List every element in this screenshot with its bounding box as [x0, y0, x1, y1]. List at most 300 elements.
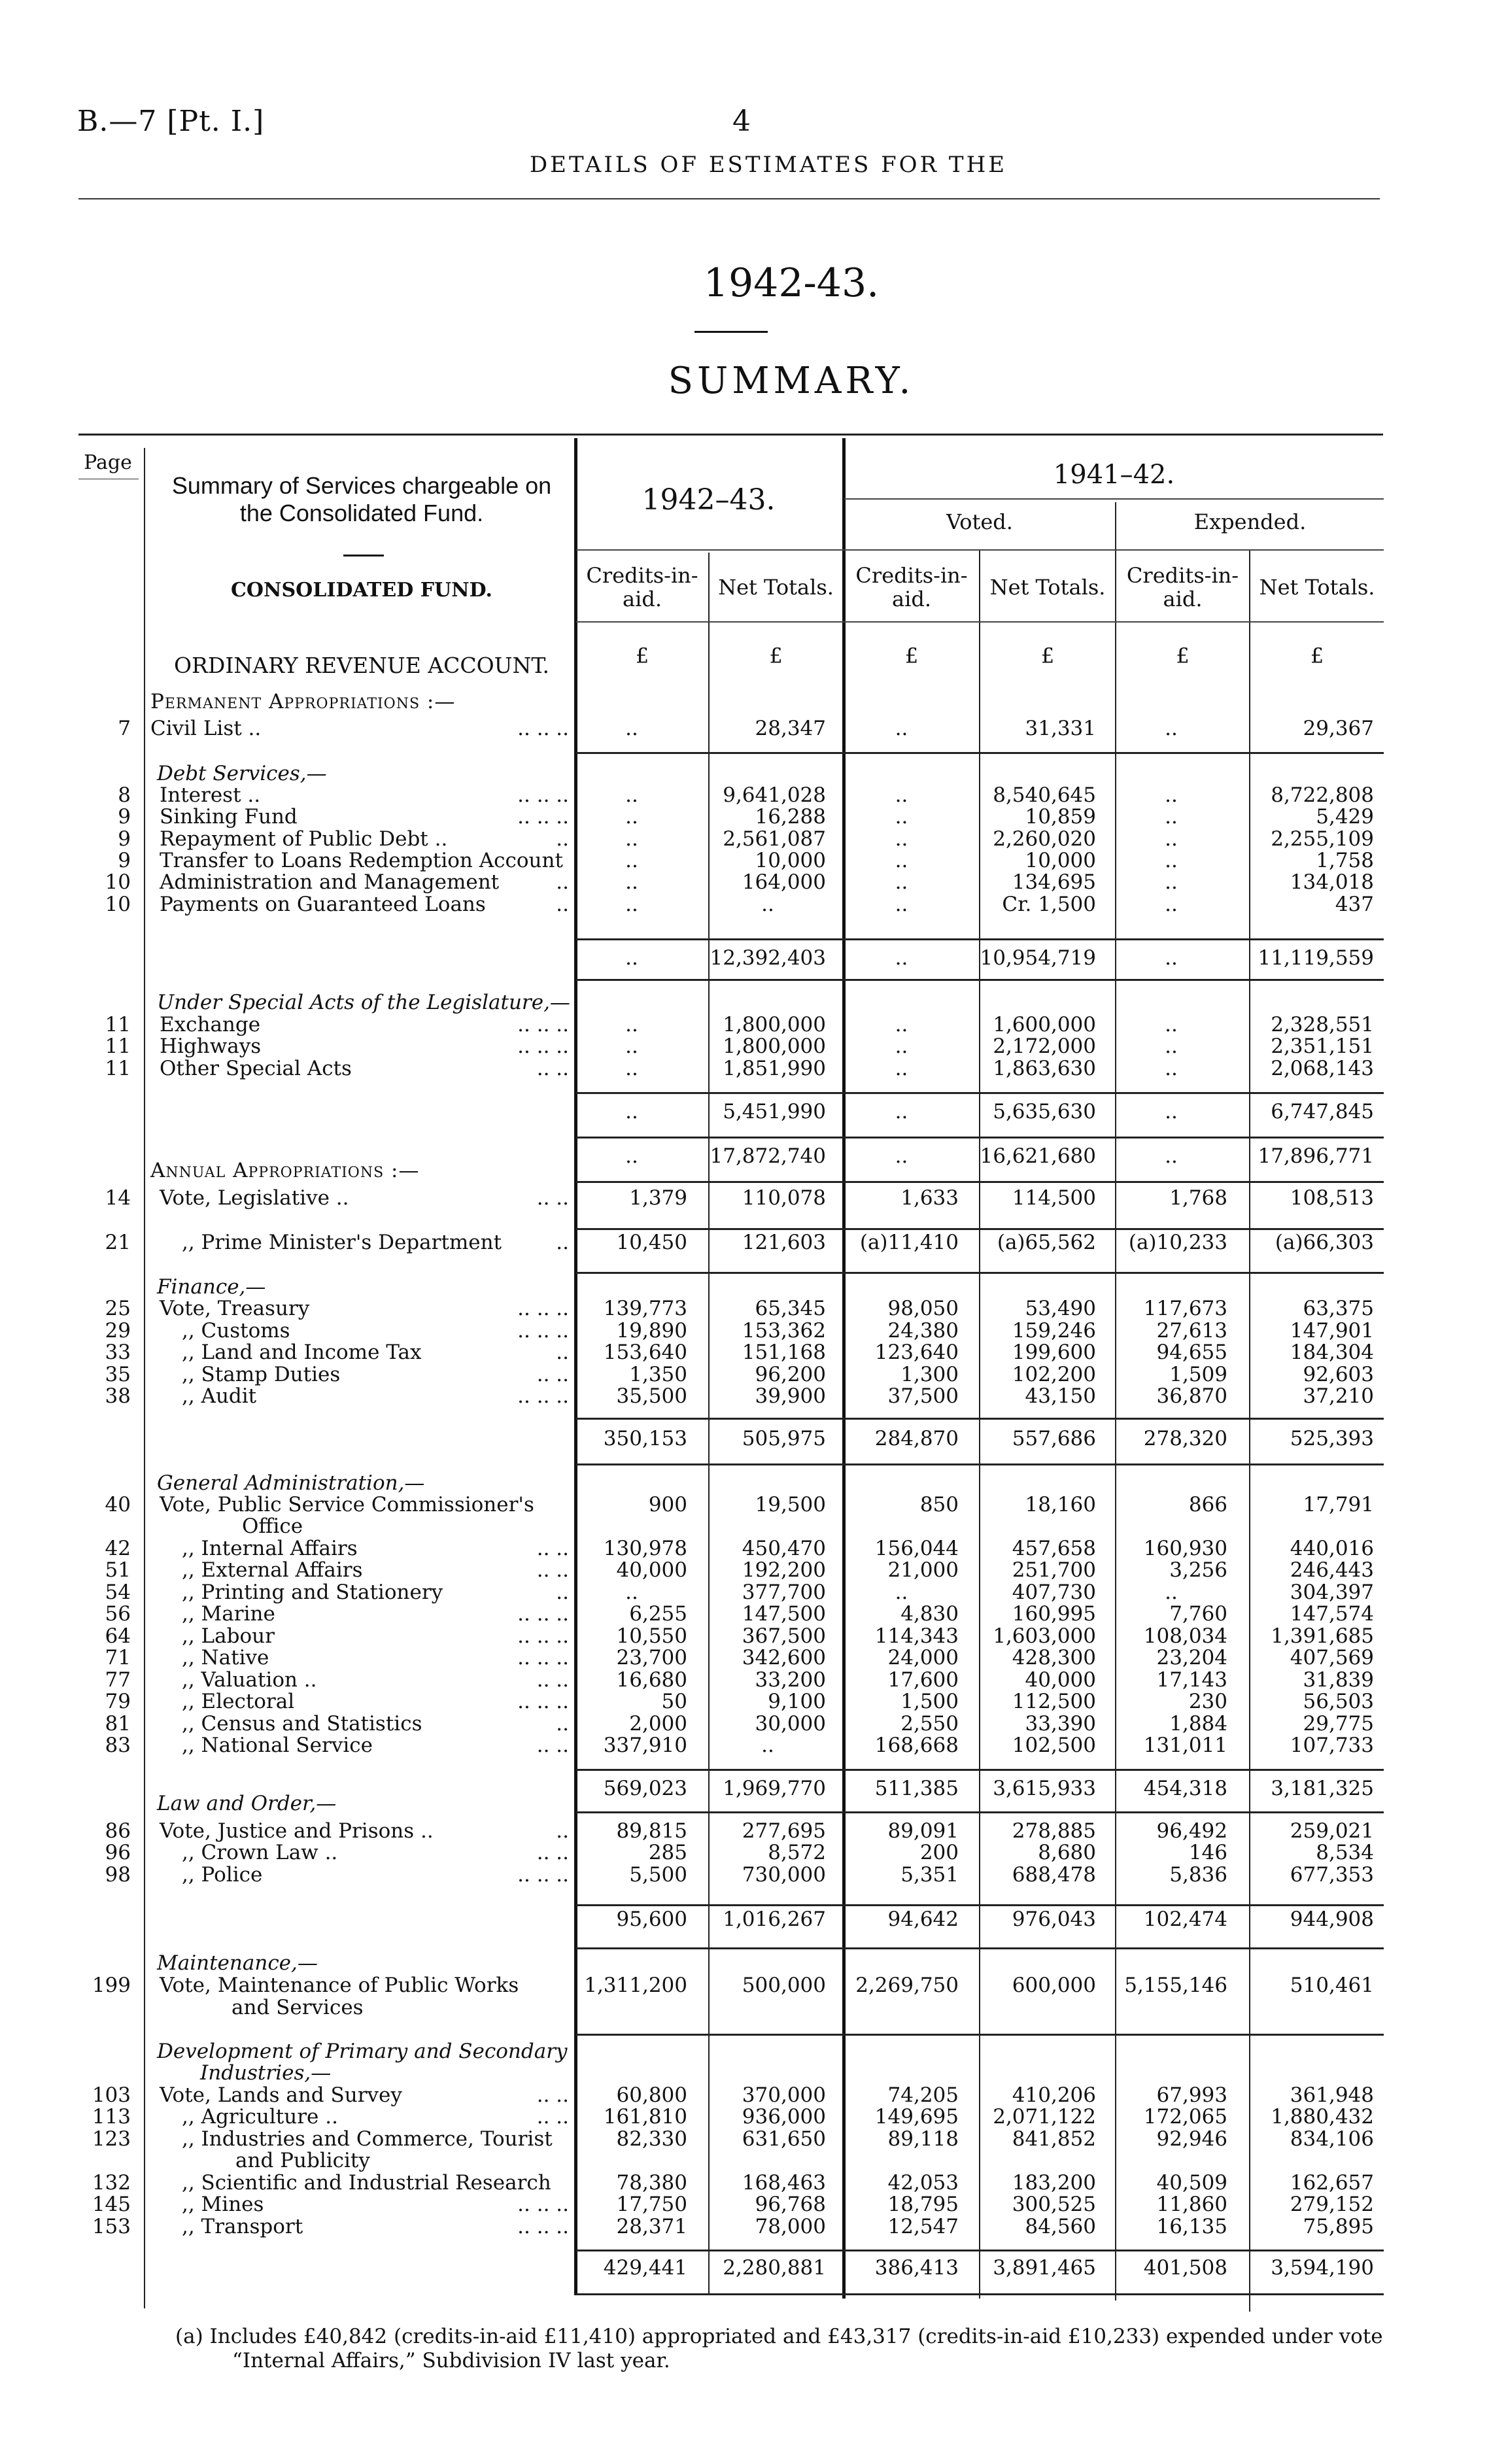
amount-cell: ..	[895, 1035, 908, 1058]
amount-cell: 10,859	[1025, 805, 1096, 829]
credits-header-1	[576, 564, 708, 611]
amount-cell: ..	[895, 893, 908, 916]
amount-cell: 96,768	[755, 2193, 826, 2216]
page-reference: 199	[92, 1974, 131, 1997]
amount-cell: 2,260,020	[993, 827, 1096, 851]
leader-dots: .. .. ..	[517, 2215, 569, 2238]
row-label	[182, 1625, 569, 1647]
amount-cell: 450,470	[742, 1537, 826, 1560]
leader-dots: .. .. ..	[517, 1690, 569, 1713]
amount-cell: 505,975	[742, 1427, 826, 1450]
leader-dots: .. .. ..	[517, 1602, 569, 1626]
amount-cell: 134,018	[1290, 870, 1374, 894]
currency-symbol: £	[904, 643, 919, 668]
amount-cell: ..	[895, 870, 908, 894]
leader-dots: .. ..	[536, 2105, 569, 2129]
footnote-line-1: (a) Includes £40,842 (credits-in-aid £11,410) appropriated and £43,317 (credits-in-aid £10,233) expended under vote	[175, 2325, 1383, 2348]
leader-dots: ..	[556, 870, 569, 894]
amount-cell: 1,016,267	[723, 1908, 826, 1931]
table-row	[0, 2172, 1491, 2194]
amount-cell: 8,572	[768, 1841, 826, 1864]
leader-dots: ..	[556, 827, 569, 851]
amount-cell: 510,461	[1290, 1974, 1374, 1997]
amount-cell: ..	[895, 1581, 908, 1604]
table-row	[0, 828, 1491, 850]
header-bottom-rule	[576, 621, 1384, 623]
amount-cell: (a)10,233	[1128, 1231, 1227, 1254]
amount-cell: 98,050	[887, 1297, 959, 1320]
currency-symbol: £	[1310, 643, 1324, 668]
row-label	[182, 1559, 569, 1581]
subtotal-row	[0, 1101, 1491, 1123]
table-row	[0, 2128, 1491, 2150]
amount-cell: 370,000	[742, 2083, 826, 2107]
amount-cell: 131,011	[1143, 1734, 1227, 1757]
amount-cell: ..	[625, 1144, 638, 1168]
amount-cell: Cr. 1,500	[1002, 893, 1096, 916]
amount-cell: 1,350	[629, 1363, 687, 1386]
amount-cell: 2,550	[900, 1712, 959, 1736]
row-label-text: Transfer to Loans Redemption Account	[160, 849, 563, 872]
amount-cell: ..	[1165, 827, 1178, 851]
amount-cell: 440,016	[1290, 1537, 1374, 1560]
amount-cell: 18,795	[887, 2193, 959, 2216]
voted-header: Voted.	[946, 509, 1013, 534]
amount-cell: 60,800	[616, 2083, 687, 2107]
amount-cell: 1,884	[1169, 1712, 1227, 1736]
amount-cell: 284,870	[874, 1427, 959, 1450]
table-row	[0, 2084, 1491, 2106]
amount-cell: ..	[1165, 849, 1178, 872]
total-rule	[576, 1811, 1384, 1813]
amount-cell: ..	[1165, 1057, 1178, 1080]
subtotal-row	[0, 1428, 1491, 1450]
description-header-line2: the Consolidated Fund.	[239, 500, 484, 526]
row-label	[150, 691, 569, 713]
header-divider	[78, 198, 1380, 199]
row-label	[157, 2040, 569, 2062]
row-label	[150, 1159, 569, 1182]
row-label	[235, 2149, 569, 2172]
row-label	[182, 1713, 569, 1735]
amount-cell: 164,000	[742, 870, 826, 894]
amount-cell: 367,500	[742, 1624, 826, 1648]
amount-cell: 108,513	[1290, 1186, 1374, 1210]
row-label-text: Sinking Fund	[160, 805, 298, 829]
amount-cell: 200	[919, 1841, 959, 1864]
amount-cell: ..	[625, 849, 638, 872]
row-label	[182, 1690, 569, 1713]
amount-cell: 75,895	[1303, 2215, 1374, 2238]
amount-cell: 2,561,087	[723, 827, 826, 851]
currency-symbol: £	[769, 643, 783, 668]
amount-cell: ..	[1165, 870, 1178, 894]
table-row	[0, 1494, 1491, 1516]
credits-header-text: Credits-in-	[586, 563, 698, 588]
table-row	[0, 1625, 1491, 1647]
page-reference: 51	[105, 1558, 131, 1582]
fund-label: CONSOLIDATED FUND.	[231, 579, 492, 602]
row-label	[160, 1035, 569, 1057]
amount-cell: ..	[1165, 946, 1178, 970]
amount-cell: 89,091	[887, 1819, 959, 1843]
amount-cell: 944,908	[1290, 1908, 1374, 1931]
amount-cell: 457,658	[1012, 1537, 1096, 1560]
leader-dots: .. .. ..	[517, 1384, 569, 1408]
amount-cell: 5,500	[629, 1863, 687, 1887]
page-reference: 77	[105, 1668, 131, 1692]
amount-cell: 1,880,432	[1271, 2105, 1374, 2129]
amount-cell: ..	[895, 717, 908, 740]
amount-cell: 16,621,680	[980, 1144, 1096, 1168]
amount-cell: ..	[625, 1035, 638, 1058]
table-row	[0, 1603, 1491, 1625]
amount-cell: ..	[1165, 1013, 1178, 1036]
amount-cell: 147,901	[1290, 1319, 1374, 1343]
net-totals-header-2: Net Totals.	[989, 575, 1106, 600]
amount-cell: 146	[1188, 1841, 1227, 1864]
row-label	[182, 1647, 569, 1669]
amount-cell: 278,885	[1012, 1819, 1096, 1843]
row-label-text: Finance,—	[157, 1275, 266, 1299]
amount-cell: 3,615,933	[993, 1777, 1096, 1800]
amount-cell: 24,000	[887, 1646, 959, 1669]
row-label-text: Vote, Lands and Survey	[160, 2083, 402, 2107]
amount-cell: ..	[625, 1057, 638, 1080]
amount-cell: 3,256	[1169, 1558, 1227, 1582]
credits-header-text: aid.	[892, 587, 931, 611]
table-row	[0, 893, 1491, 915]
section-heading	[0, 1159, 1491, 1182]
amount-cell: 525,393	[1290, 1427, 1374, 1450]
amount-cell: 8,540,645	[993, 783, 1096, 807]
amount-cell: 16,680	[616, 1668, 687, 1692]
amount-cell: ..	[625, 717, 638, 740]
amount-cell: 161,810	[603, 2105, 687, 2129]
total-rule	[576, 938, 1384, 940]
row-label-text: Payments on Guaranteed Loans	[160, 893, 486, 916]
amount-cell: 230	[1188, 1690, 1227, 1713]
page-reference: 29	[105, 1319, 131, 1343]
amount-cell: 407,569	[1290, 1646, 1374, 1669]
amount-cell: 17,143	[1156, 1668, 1227, 1692]
table-row	[0, 1841, 1491, 1864]
row-label-text: ,, Marine	[182, 1602, 275, 1626]
page-reference: 123	[92, 2127, 131, 2151]
amount-cell: ..	[625, 1013, 638, 1036]
section-heading	[0, 2062, 1491, 2084]
amount-cell: 401,508	[1143, 2256, 1227, 2280]
row-label-text: Development of Primary and Secondary	[157, 2040, 568, 2063]
amount-cell: 153,640	[603, 1341, 687, 1364]
row-label-text: ,, Prime Minister's Department	[182, 1231, 502, 1254]
section-heading	[0, 1276, 1491, 1298]
table-row	[0, 1057, 1491, 1080]
amount-cell: 2,000	[629, 1712, 687, 1736]
amount-cell: 8,534	[1316, 1841, 1374, 1864]
total-rule	[576, 1463, 1384, 1465]
amount-cell: ..	[895, 827, 908, 851]
amount-cell: ..	[625, 870, 638, 894]
amount-cell: 149,695	[874, 2105, 959, 2129]
amount-cell: 82,330	[616, 2127, 687, 2151]
current-year-header: 1942–43.	[642, 483, 776, 517]
row-label-text: Repayment of Public Debt ..	[160, 827, 448, 851]
amount-cell: 1,800,000	[723, 1013, 826, 1036]
amount-cell: 50	[661, 1690, 687, 1713]
amount-cell: 172,065	[1143, 2105, 1227, 2129]
amount-cell: ..	[761, 1734, 774, 1757]
amount-cell: 3,594,190	[1271, 2256, 1374, 2280]
leader-dots: .. ..	[536, 1057, 569, 1080]
amount-cell: 10,954,719	[980, 946, 1096, 970]
amount-cell: 102,500	[1012, 1734, 1096, 1757]
amount-cell: 117,673	[1143, 1297, 1227, 1320]
amount-cell: 1,603,000	[993, 1624, 1096, 1648]
row-label	[160, 893, 569, 915]
page-reference: 153	[92, 2215, 131, 2238]
amount-cell: 1,311,200	[584, 1974, 687, 1997]
currency-symbol: £	[1040, 643, 1055, 668]
amount-cell: (a)66,303	[1275, 1231, 1374, 1254]
amount-cell: 342,600	[742, 1646, 826, 1669]
leader-dots: .. .. ..	[517, 1035, 569, 1058]
page-reference: 11	[105, 1035, 131, 1058]
leader-dots: .. ..	[536, 1363, 569, 1386]
page-reference: 10	[105, 870, 131, 894]
table-row	[0, 717, 1491, 740]
row-label-text: Annual Appropriations :—	[150, 1159, 420, 1182]
row-label-text: Permanent Appropriations :—	[150, 690, 456, 713]
table-row	[0, 1515, 1491, 1537]
amount-cell: 121,603	[742, 1231, 826, 1254]
row-label-text: ,, Native	[182, 1646, 269, 1669]
amount-cell: 42,053	[887, 2171, 959, 2195]
row-label	[182, 1581, 569, 1603]
amount-cell: 304,397	[1290, 1581, 1374, 1604]
page-reference: 9	[118, 849, 131, 872]
amount-cell: 437	[1335, 893, 1374, 916]
page-reference: 79	[105, 1690, 131, 1713]
row-label-text: Office	[242, 1514, 303, 1538]
amount-cell: ..	[1165, 783, 1178, 807]
amount-cell: ..	[895, 805, 908, 829]
row-label-text: Under Special Acts of the Legislature,—	[157, 991, 570, 1014]
subtotal-row	[0, 2257, 1491, 2279]
table-row	[0, 1537, 1491, 1560]
amount-cell: 9,100	[768, 1690, 826, 1713]
row-label-text: Interest ..	[160, 783, 261, 807]
amount-cell: 2,172,000	[993, 1035, 1096, 1058]
currency-symbol: £	[1176, 643, 1190, 668]
amount-cell: 23,700	[616, 1646, 687, 1669]
amount-cell: 500,000	[742, 1974, 826, 1997]
row-label	[160, 2084, 569, 2106]
amount-cell: ..	[625, 827, 638, 851]
leader-dots: ..	[556, 1819, 569, 1843]
amount-cell: ..	[625, 1100, 638, 1123]
amount-cell: 2,328,551	[1271, 1013, 1374, 1036]
table-row	[0, 2149, 1491, 2172]
leader-dots: ..	[556, 1341, 569, 1364]
amount-cell: 95,600	[616, 1908, 687, 1931]
page-reference: 21	[105, 1231, 131, 1254]
amount-cell: 17,791	[1303, 1493, 1374, 1516]
row-label	[182, 1841, 569, 1864]
amount-cell: 74,205	[887, 2083, 959, 2107]
total-rule	[576, 1418, 1384, 1420]
amount-cell: 5,155,146	[1124, 1974, 1227, 1997]
section-heading	[0, 991, 1491, 1014]
leader-dots: ..	[556, 1231, 569, 1254]
total-rule	[576, 2034, 1384, 2036]
amount-cell: 23,204	[1156, 1646, 1227, 1669]
amount-cell: 78,000	[755, 2215, 826, 2238]
table-row	[0, 849, 1491, 872]
amount-cell: 569,023	[603, 1777, 687, 1800]
amount-cell: 94,655	[1156, 1341, 1227, 1364]
page-reference: 9	[118, 827, 131, 851]
amount-cell: 89,815	[616, 1819, 687, 1843]
amount-cell: 184,304	[1290, 1341, 1374, 1364]
total-rule	[576, 1272, 1384, 1274]
amount-cell: 29,367	[1303, 717, 1374, 740]
amount-cell: 10,000	[1025, 849, 1096, 872]
row-label-text: ,, Census and Statistics	[182, 1712, 422, 1736]
amount-cell: 33,200	[755, 1668, 826, 1692]
amount-cell: 56,503	[1303, 1690, 1374, 1713]
row-label-text: Vote, Treasury	[160, 1297, 310, 1320]
amount-cell: ..	[1165, 893, 1178, 916]
amount-cell: 168,463	[742, 2171, 826, 2195]
amount-cell: 123,640	[874, 1341, 959, 1364]
amount-cell: 5,429	[1316, 805, 1374, 829]
amount-cell: 410,206	[1012, 2083, 1096, 2107]
row-label-text: ,, Industries and Commerce, Tourist	[182, 2127, 553, 2151]
row-label	[160, 828, 569, 850]
row-label-text: ,, Internal Affairs	[182, 1537, 358, 1560]
row-label-text: Industries,—	[200, 2061, 332, 2085]
total-rule	[576, 752, 1384, 754]
row-label	[182, 1363, 569, 1386]
table-row	[0, 806, 1491, 828]
amount-cell: 63,375	[1303, 1297, 1374, 1320]
amount-cell: 285	[648, 1841, 687, 1864]
row-label	[182, 2216, 569, 2238]
amount-cell: 96,200	[755, 1363, 826, 1386]
year-title: 1942-43.	[703, 260, 880, 306]
row-label-text: Vote, Legislative ..	[160, 1186, 349, 1210]
leader-dots: .. .. ..	[517, 783, 569, 807]
amount-cell: 153,362	[742, 1319, 826, 1343]
amount-cell: 78,380	[616, 2171, 687, 2195]
row-label	[157, 762, 569, 785]
amount-cell: 94,642	[887, 1908, 959, 1931]
total-rule	[576, 1228, 1384, 1230]
row-label	[182, 1231, 569, 1254]
amount-cell: 102,474	[1143, 1908, 1227, 1931]
amount-cell: 2,280,881	[723, 2256, 826, 2280]
page-reference: 96	[105, 1841, 131, 1864]
page-reference: 86	[105, 1819, 131, 1843]
amount-cell: 65,345	[755, 1297, 826, 1320]
row-label	[160, 1297, 569, 1320]
amount-cell: 37,500	[887, 1384, 959, 1408]
amount-cell: 866	[1188, 1493, 1227, 1516]
amount-cell: 1,768	[1169, 1186, 1227, 1210]
table-row	[0, 1035, 1491, 1057]
amount-cell: 12,392,403	[710, 946, 826, 970]
table-row	[0, 1864, 1491, 1886]
row-label-text: ,, Crown Law ..	[182, 1841, 338, 1864]
amount-cell: 114,500	[1012, 1186, 1096, 1210]
amount-cell: 300,525	[1012, 2193, 1096, 2216]
amount-cell: 160,930	[1143, 1537, 1227, 1560]
leader-dots: .. ..	[536, 1841, 569, 1864]
page-reference: 81	[105, 1712, 131, 1736]
amount-cell: 1,391,685	[1271, 1624, 1374, 1648]
leader-dots: ..	[556, 1581, 569, 1604]
amount-cell: 139,773	[603, 1297, 687, 1320]
amount-cell: 89,118	[887, 2127, 959, 2151]
amount-cell: 251,700	[1012, 1558, 1096, 1582]
previous-year-header: 1941–42.	[1053, 460, 1175, 490]
amount-cell: 159,246	[1012, 1319, 1096, 1343]
amount-cell: 183,200	[1012, 2171, 1096, 2195]
amount-cell: 2,071,122	[993, 2105, 1096, 2129]
row-label	[231, 1996, 569, 2019]
amount-cell: 7,760	[1169, 1602, 1227, 1626]
total-rule	[576, 2250, 1384, 2251]
footnote-line-2: “Internal Affairs,” Subdivision IV last year.	[232, 2349, 670, 2372]
row-label	[182, 1341, 569, 1363]
row-label	[182, 1385, 569, 1407]
leader-dots: .. ..	[536, 1186, 569, 1210]
table-row	[0, 2216, 1491, 2238]
amount-cell: 6,747,845	[1271, 1100, 1374, 1123]
amount-cell: 147,500	[742, 1602, 826, 1626]
amount-cell: 5,451,990	[723, 1100, 826, 1123]
amount-cell: 377,700	[742, 1581, 826, 1604]
amount-cell: 350,153	[603, 1427, 687, 1450]
amount-cell: 168,668	[874, 1734, 959, 1757]
row-label-text: ,, Agriculture ..	[182, 2105, 338, 2129]
credits-header-text: aid.	[623, 587, 662, 611]
page-reference: 145	[92, 2193, 131, 2216]
description-header	[149, 472, 574, 527]
table-row	[0, 1669, 1491, 1691]
row-label	[160, 849, 569, 872]
amount-cell: 361,948	[1290, 2083, 1374, 2107]
leader-dots: .. ..	[536, 1668, 569, 1692]
row-label-text: Law and Order,—	[157, 1792, 337, 1815]
page-subtitle: DETAILS OF ESTIMATES FOR THE	[529, 152, 1008, 178]
row-label-text: ,, National Service	[182, 1734, 373, 1757]
leader-dots: .. ..	[536, 1537, 569, 1560]
amount-cell: 112,500	[1012, 1690, 1096, 1713]
total-rule	[576, 1137, 1384, 1138]
table-row	[0, 1734, 1491, 1756]
page-reference: 10	[105, 893, 131, 916]
amount-cell: 850	[919, 1493, 959, 1516]
leader-dots: .. ..	[536, 1558, 569, 1582]
row-label-text: ,, Audit	[182, 1384, 257, 1408]
row-label-text: ,, Electoral	[182, 1690, 295, 1713]
leader-dots: .. .. ..	[517, 1646, 569, 1669]
amount-cell: 92,946	[1156, 2127, 1227, 2151]
amount-cell: 1,600,000	[993, 1013, 1096, 1036]
row-label-text: ,, Printing and Stationery	[182, 1581, 443, 1604]
